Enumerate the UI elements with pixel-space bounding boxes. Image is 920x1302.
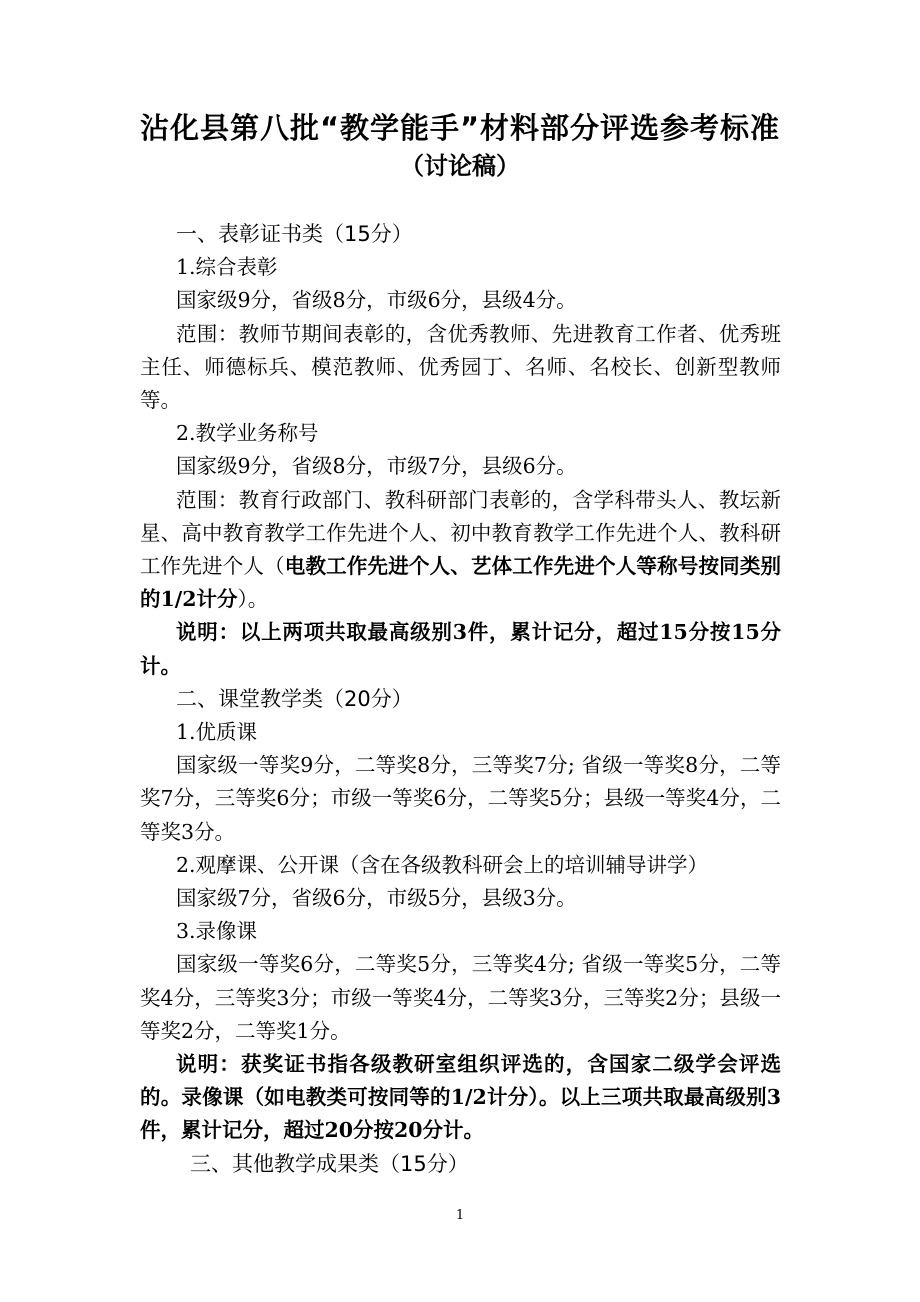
section2-item3-scores: 国家级一等奖6分，二等奖5分，三等奖4分; 省级一等奖5分，二等奖4分，三等奖3分；市级一等奖4分，二等奖3分，三等奖2分；县级一等奖2分，二等奖1分。 (140, 952, 781, 1043)
section2-item3-title: 3.录像课 (176, 919, 258, 944)
section1-item1-scores: 国家级9分，省级8分，市级6分，县级4分。 (176, 288, 577, 313)
page-number: 1 (455, 1208, 465, 1223)
section2-heading: 二、课堂教学类（20分） (176, 686, 413, 711)
section1-item2-scope-end: ）。 (237, 587, 269, 612)
section1-heading: 一、表彰证书类（15分） (176, 222, 413, 246)
section2-item2-title: 2.观摩课、公开课（含在各级教科研会上的培训辅导讲学） (176, 852, 709, 877)
section1-item2-scope-text: 范围：教育行政部门、教科研部门表彰的，含学科带头人、教坛新星、高中教育教学工作先进个人、初中教育教学工作先进个人、教科研工作先进个人（ (140, 487, 781, 579)
section2-item1-scores: 国家级一等奖9分，二等奖8分，三等奖7分; 省级一等奖8分，二等奖7分，三等奖6分；市级一等奖6分，二等奖5分；县级一等奖4分，二等奖3分。 (140, 753, 781, 844)
document-title: 沾化县第八批“教学能手”材料部分评选参考标准 (139, 111, 781, 145)
document-body (140, 218, 781, 1181)
section1-item2-title: 2.教学业务称号 (176, 421, 319, 446)
section1-note: 说明：以上两项共取最高级别3件，累计记分，超过15分按15分计。 (140, 620, 781, 678)
section1-item1-title: 1.综合表彰 (176, 255, 278, 280)
section2-item1-title: 1.优质课 (176, 720, 258, 745)
document-subtitle: （讨论稿） (400, 152, 520, 180)
section2-item2-scores: 国家级7分，省级6分，市级5分，县级3分。 (176, 886, 577, 911)
section2-note: 说明：获奖证书指各级教研室组织评选的，含国家二级学会评选的。录像课（如电教类可按同等的1/2计分）。以上三项共取最高级别3件，累计记分，超过20分按20分计。 (140, 1052, 781, 1143)
section1-item2-scope-bold: 电教工作先进个人、艺体工作先进个人等称号按同类别的1/2计分 (140, 554, 782, 612)
section3-heading: 三、其他教学成果类（15分） (190, 1151, 469, 1176)
section1-item2-scores: 国家级9分，省级8分，市级7分，县级6分。 (176, 454, 577, 479)
section1-item2-scope (140, 484, 781, 617)
section1-item1-scope: 范围：教师节期间表彰的，含优秀教师、先进教育工作者、优秀班主任、师德标兵、模范教师、优秀园丁、名师、名校长、创新型教师等。 (140, 321, 781, 413)
